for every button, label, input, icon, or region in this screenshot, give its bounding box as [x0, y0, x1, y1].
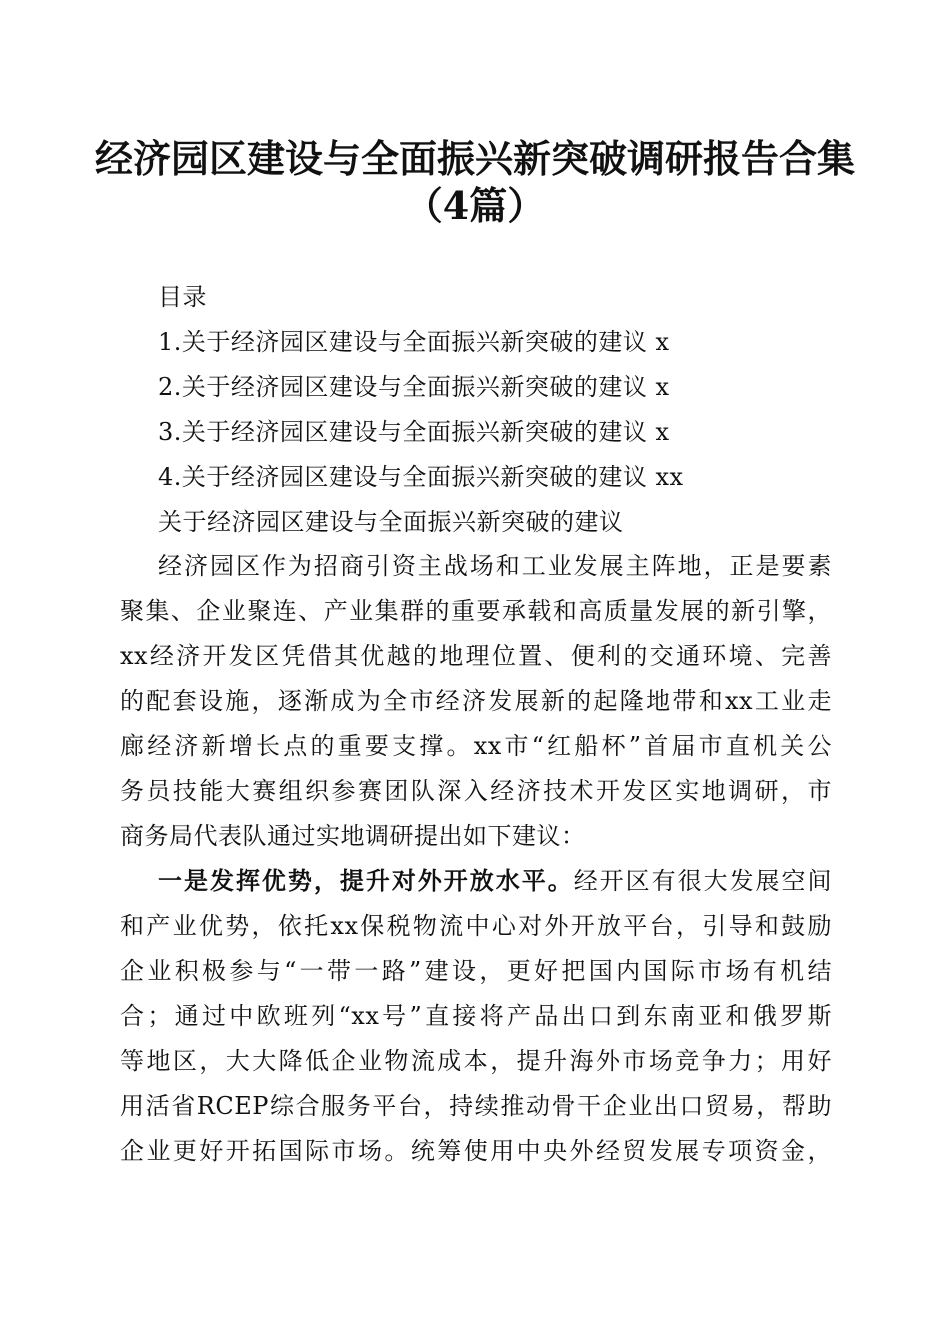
paragraph-line: 合；通过中欧班列“xx号”直接将产品出口到东南亚和俄罗斯 — [120, 1002, 832, 1030]
paragraph-line: xx经济开发区凭借其优越的地理位置、便利的交通环境、完善 — [120, 642, 832, 670]
paragraph-bold-lead: 一是发挥优势，提升对外开放水平。 — [158, 866, 574, 895]
paragraph-line — [158, 866, 832, 896]
paragraph-line: 务员技能大赛组织参赛团队深入经济技术开发区实地调研，市 — [120, 777, 832, 805]
paragraph-line: 用活省RCEP综合服务平台，持续推动骨干企业出口贸易，帮助 — [120, 1092, 832, 1120]
paragraph-line: 的配套设施，逐渐成为全市经济发展新的起隆地带和xx工业走 — [120, 687, 832, 715]
document-title-subtitle: （4篇） — [404, 183, 546, 228]
paragraph-line: 和产业优势，依托xx保税物流中心对外开放平台，引导和鼓励 — [120, 912, 832, 940]
paragraph-line: 廊经济新增长点的重要支撑。xx市“红船杯”首届市直机关公 — [120, 732, 832, 760]
toc-item: 2.关于经济园区建设与全面振兴新突破的建议 x — [158, 373, 670, 401]
toc-item: 4.关于经济园区建设与全面振兴新突破的建议 xx — [158, 463, 684, 491]
paragraph-line: 经济园区作为招商引资主战场和工业发展主阵地，正是要素 — [158, 552, 832, 580]
toc-heading: 目录 — [158, 283, 207, 311]
paragraph-line: 企业更好开拓国际市场。统筹使用中央外经贸发展专项资金， — [120, 1137, 832, 1165]
article-title: 关于经济园区建设与全面振兴新突破的建议 — [158, 508, 624, 536]
paragraph-line: 商务局代表队通过实地调研提出如下建议： — [120, 822, 586, 850]
toc-item: 1.关于经济园区建设与全面振兴新突破的建议 x — [158, 328, 670, 356]
paragraph-line: 企业积极参与“一带一路”建设，更好把国内国际市场有机结 — [120, 957, 832, 985]
paragraph-line: 聚集、企业聚连、产业集群的重要承载和高质量发展的新引擎， — [120, 597, 832, 625]
paragraph-line: 等地区，大大降低企业物流成本，提升海外市场竞争力；用好 — [120, 1047, 832, 1075]
toc-item: 3.关于经济园区建设与全面振兴新突破的建议 x — [158, 418, 670, 446]
paragraph-text: 经开区有很大发展空间 — [573, 867, 833, 895]
document-title: 经济园区建设与全面振兴新突破调研报告合集 — [94, 136, 855, 181]
